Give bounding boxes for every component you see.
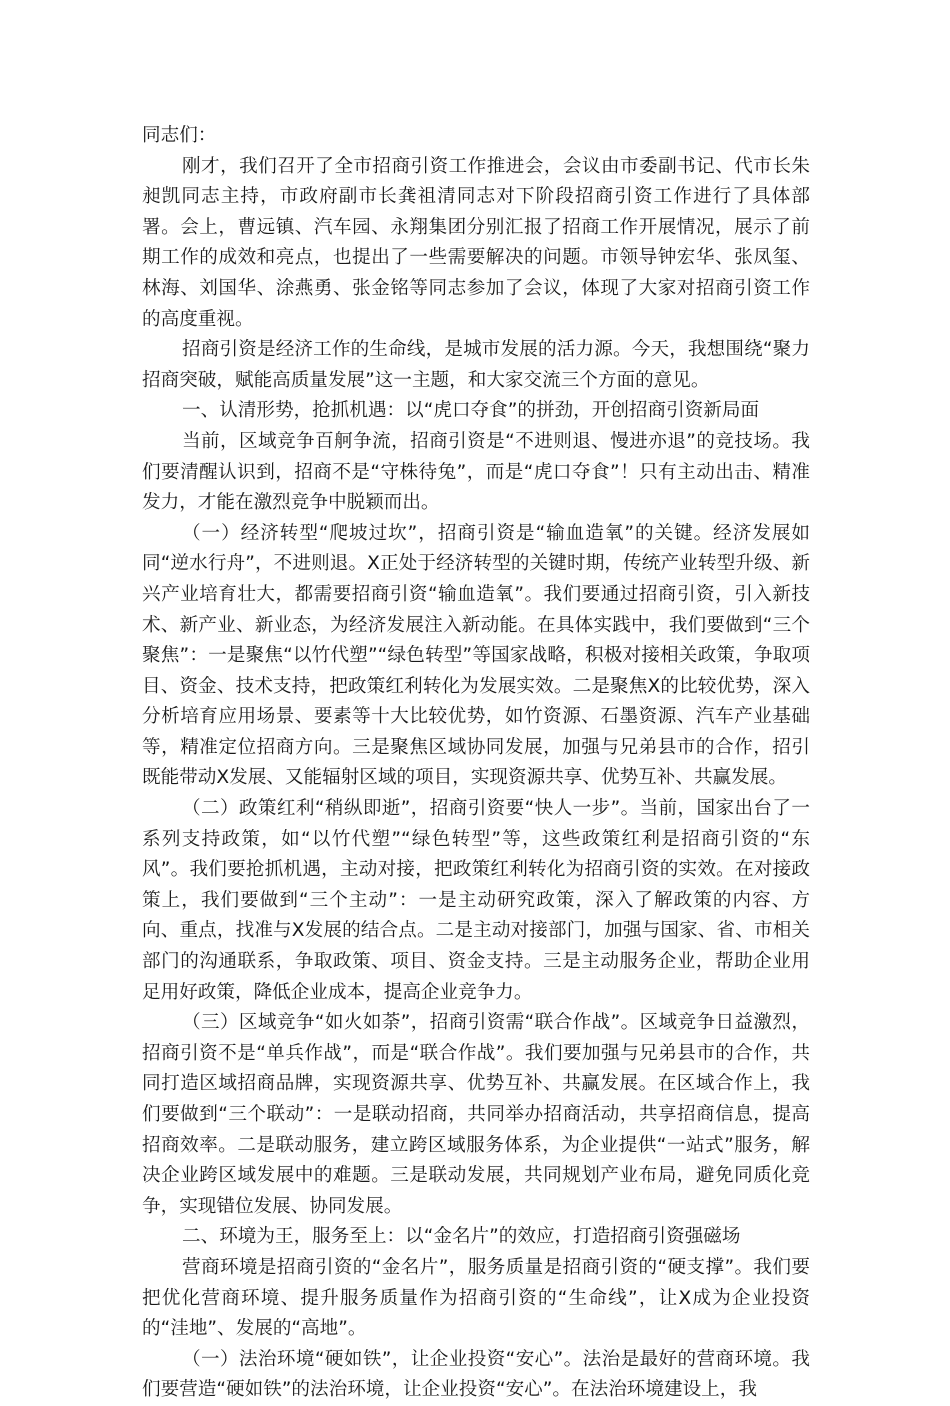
section-1-paragraph: 当前，区域竞争百舸争流，招商引资是“不进则退、慢进亦退”的竞技场。我们要清醒认识到，招商不是“守株待兔”，而是“虎口夺食”！只有主动出击、精准发力，才能在激烈竞争中脱颖而出。 [142,430,810,514]
subsection-1-3: （三）区域竞争“如火如荼”，招商引资需“联合作战”。区域竞争日益激烈，招商引资不是“单兵作战”，而是“联合作战”。我们要加强与兄弟县市的合作，共同打造区域招商品牌，实现资源共享、优势互补、共赢发展。在区域合作上，我们要做到“三个联动”：一是联动招商，共同举办招商活动，共享招商信息，提高招商效率。二是联动服务，建立跨区域服务体系，为企业提供“一站式”服务，解决企业跨区域发展中的难题。三是联动发展，共同规划产业布局，避免同质化竞争，实现错位发展、协同发展。 [142,1012,810,1217]
document-page [142,121,810,1406]
subsection-1-1: （一）经济转型“爬坡过坎”，招商引资是“输血造氧”的关键。经济发展如同“逆水行舟”，不进则退。X正处于经济转型的关键时期，传统产业转型升级、新兴产业培育壮大，都需要招商引资“输血造氧”。我们要通过招商引资，引入新技术、新产业、新业态，为经济发展注入新动能。在具体实践中，我们要做到“三个聚焦”：一是聚焦“以竹代塑”“绿色转型”等国家战略，积极对接相关政策，争取项目、资金、技术支持，把政策红利转化为发展实效。二是聚焦X的比较优势，深入分析培育应用场景、要素等十大比较优势，如竹资源、石墨资源、汽车产业基础等，精准定位招商方向。三是聚焦区域协同发展，加强与兄弟县市的合作，招引既能带动X发展、又能辐射区域的项目，实现资源共享、优势互补、共赢发展。 [142,522,810,789]
intro-paragraph-1: 刚才，我们召开了全市招商引资工作推进会，会议由市委副书记、代市长朱昶凯同志主持，市政府副市长龚祖清同志对下阶段招商引资工作进行了具体部署。会上，曹远镇、汽车园、永翔集团分别汇报了招商工作开展情况，展示了前期工作的成效和亮点，也提出了一些需要解决的问题。市领导钟宏华、张凤玺、林海、刘国华、涂燕勇、张金铭等同志参加了会议，体现了大家对招商引资工作的高度重视。 [142,155,810,330]
subsection-2-1: （一）法治环境“硬如铁”，让企业投资“安心”。法治是最好的营商环境。我们要营造“硬如铁”的法治环境，让企业投资“安心”。在法治环境建设上，我 [142,1348,810,1401]
intro-paragraph-2: 招商引资是经济工作的生命线，是城市发展的活力源。今天，我想围绕“聚力招商突破，赋能高质量发展”这一主题，和大家交流三个方面的意见。 [142,339,810,391]
section-2-paragraph: 营商环境是招商引资的“金名片”，服务质量是招商引资的“硬支撑”。我们要把优化营商环境、提升服务质量作为招商引资的“生命线”，让X成为企业投资的“洼地”、发展的“高地”。 [142,1256,810,1340]
subsection-1-2: （二）政策红利“稍纵即逝”，招商引资要“快人一步”。当前，国家出台了一系列支持政策，如“以竹代塑”“绿色转型”等，这些政策红利是招商引资的“东风”。我们要抢抓机遇，主动对接，把政策红利转化为招商引资的实效。在对接政策上，我们要做到“三个主动”：一是主动研究政策，深入了解政策的内容、方向、重点，找准与X发展的结合点。二是主动对接部门，加强与国家、省、市相关部门的沟通联系，争取政策、项目、资金支持。三是主动服务企业，帮助企业用足用好政策，降低企业成本，提高企业竞争力。 [142,798,810,1003]
section-heading-1: 一、认清形势，抢抓机遇：以“虎口夺食”的拼劲，开创招商引资新局面 [182,400,760,422]
section-heading-2: 二、环境为王，服务至上：以“金名片”的效应，打造招商引资强磁场 [182,1226,741,1248]
salutation: 同志们： [142,125,217,146]
